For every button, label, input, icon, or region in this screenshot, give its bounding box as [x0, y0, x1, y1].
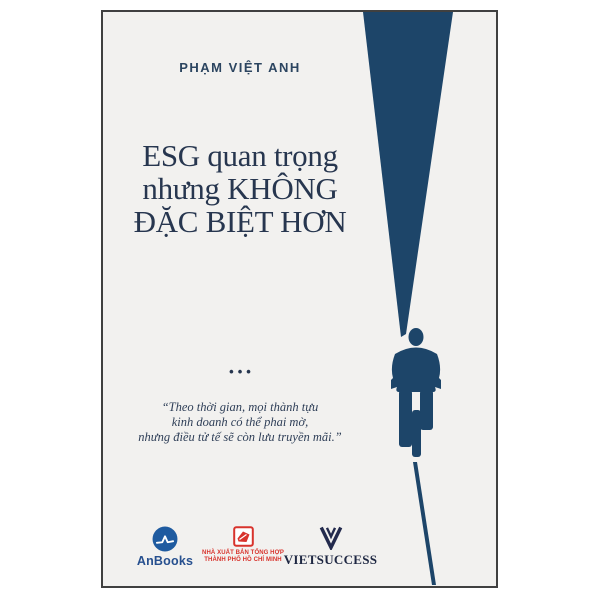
- publisher-label-line-2: THÀNH PHỐ HỒ CHÍ MINH: [204, 556, 282, 563]
- quote-line-1: “Theo thời gian, mọi thành tựu: [161, 400, 319, 414]
- title-line-2: nhưng KHÔNG: [142, 171, 338, 206]
- title-line-3: ĐẶC BIỆT HƠN: [133, 204, 347, 239]
- separator-dots: •••: [229, 364, 255, 379]
- road-line: [413, 462, 436, 585]
- quote-line-3: nhưng điều tử tế sẽ còn lưu truyền mãi.”: [138, 430, 342, 444]
- book-title: [103, 139, 377, 238]
- anbooks-logo: [125, 526, 205, 568]
- title-line-1: ESG quan trọng: [142, 138, 338, 173]
- v-monogram-icon: [319, 526, 343, 550]
- author-name: PHẠM VIỆT ANH: [179, 60, 301, 75]
- cyclist-silhouette: [391, 328, 441, 457]
- publisher-label-line-1: NHÀ XUẤT BẢN TỔNG HỢP: [202, 550, 284, 556]
- vietsuccess-logo: [283, 526, 378, 568]
- book-cover: [101, 10, 498, 588]
- cover-quote: [103, 400, 377, 445]
- cover-artwork: [103, 12, 496, 586]
- anbooks-label: AnBooks: [136, 554, 194, 568]
- publisher-logo: [200, 526, 286, 563]
- publisher-label: [202, 550, 284, 563]
- open-book-square-icon: [233, 526, 254, 547]
- wave-circle-icon: [152, 526, 178, 552]
- quote-line-2: kinh doanh có thể phai mờ,: [171, 415, 309, 429]
- vietsuccess-label: VIETSUCCESS: [283, 552, 378, 567]
